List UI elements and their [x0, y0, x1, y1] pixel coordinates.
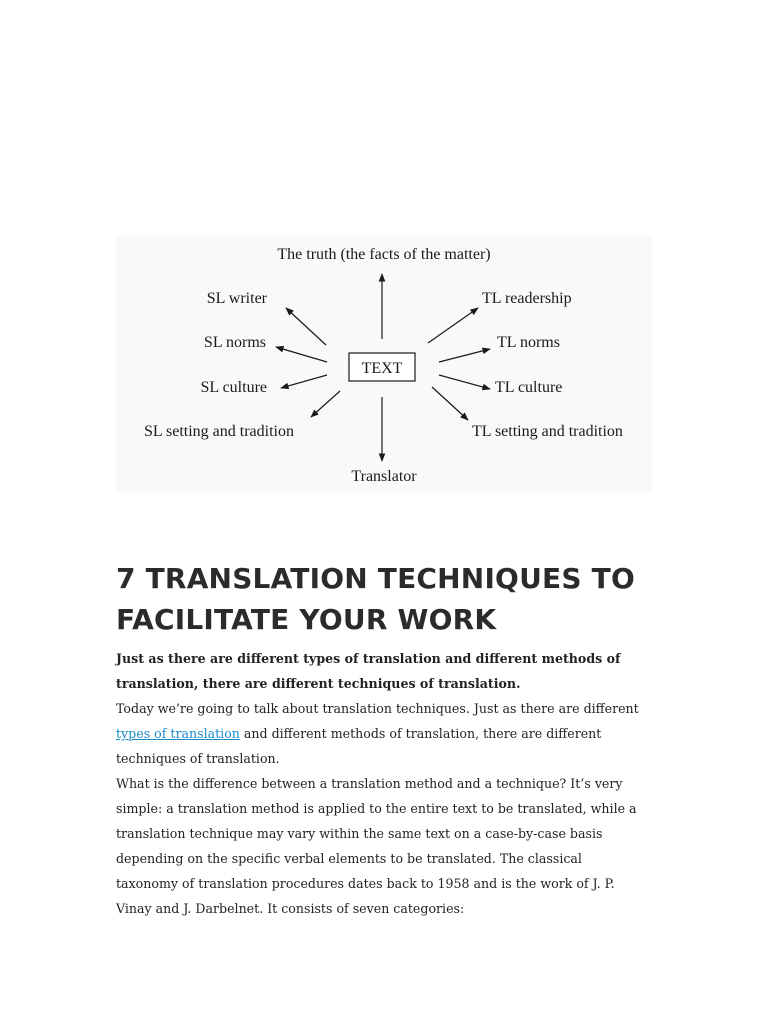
label-sl-culture: SL culture: [200, 379, 267, 396]
label-tl-norms: TL norms: [497, 334, 560, 351]
article-title: 7 TRANSLATION TECHNIQUES TO FACILITATE YOUR WORK: [116, 562, 635, 636]
paragraph-2: What is the difference between a translation method and a technique? It’s very simple: a translation method is applied to the entire text to be translated, while a translation technique may vary within the same text on a case-by-case basis depending on the specific verbal elements to be translated. The classical taxonomy of translation procedures dates back to 1958 and is the work of J. P. Vinay and J. Darbelnet. It consists of seven categories:: [116, 776, 637, 916]
article-body: [116, 646, 646, 921]
label-tl-setting: TL setting and tradition: [472, 423, 623, 440]
label-sl-writer: SL writer: [206, 290, 267, 307]
label-bottom: Translator: [351, 468, 417, 485]
lead-paragraph: Just as there are different types of translation and different methods of translation, there are different techniques of translation.: [116, 651, 621, 691]
arrow-sl-writer: [286, 308, 326, 345]
arrow-tl-readership: [428, 308, 478, 343]
label-sl-setting: SL setting and tradition: [143, 423, 294, 440]
arrow-tl-culture: [439, 375, 490, 389]
types-of-translation-link[interactable]: types of translation: [116, 726, 240, 741]
arrow-tl-norms: [439, 349, 490, 362]
label-tl-culture: TL culture: [495, 379, 563, 396]
center-label: TEXT: [361, 360, 403, 377]
label-tl-readership: TL readership: [482, 290, 572, 307]
label-sl-norms: SL norms: [203, 334, 266, 351]
paragraph-1-text-before: Today we’re going to talk about translation techniques. Just as there are different: [116, 701, 639, 716]
arrow-sl-culture: [281, 375, 327, 388]
paragraph-1-text-after: and different methods of translation, there are different techniques of translation.: [116, 726, 602, 766]
diagram-svg: [116, 235, 652, 493]
arrow-sl-setting: [311, 391, 340, 417]
translation-factors-diagram: [116, 235, 652, 493]
arrow-sl-norms: [276, 347, 327, 362]
label-top: The truth (the facts of the matter): [277, 246, 491, 263]
arrow-tl-setting: [432, 387, 468, 420]
paragraph-1: [116, 696, 646, 771]
